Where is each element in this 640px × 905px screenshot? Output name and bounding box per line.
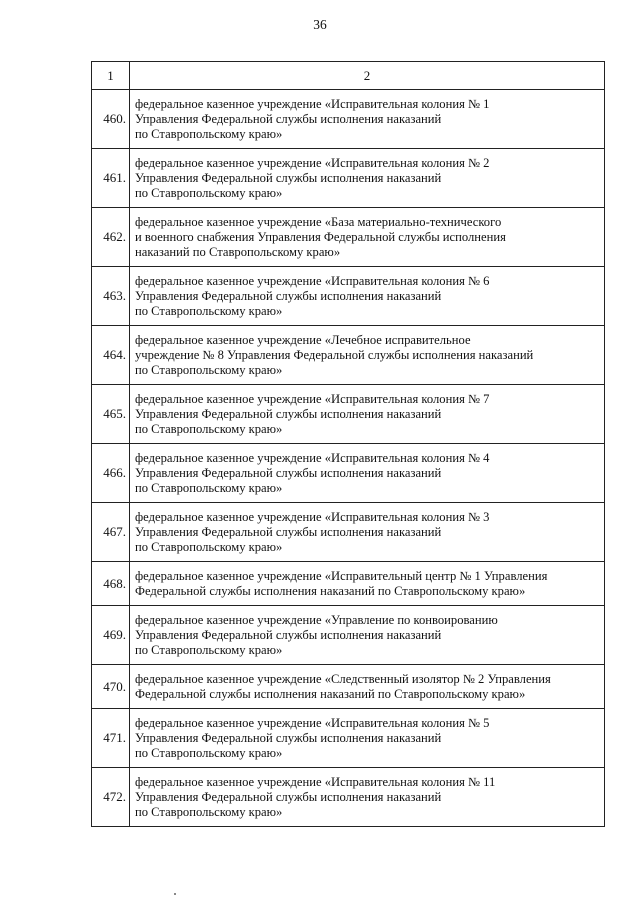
table-row: [92, 562, 605, 606]
institution-name: [130, 606, 605, 665]
institution-name-line: по Ставропольскому краю»: [135, 642, 283, 657]
institution-name-line: Управления Федеральной службы исполнения наказаний: [135, 524, 442, 539]
institution-name: [130, 562, 605, 606]
row-number: 464.: [92, 326, 130, 385]
row-number: 465.: [92, 385, 130, 444]
institution-name: [130, 709, 605, 768]
institution-name-line: Управления Федеральной службы исполнения наказаний: [135, 789, 442, 804]
institution-name: [130, 326, 605, 385]
institution-name-line: по Ставропольскому краю»: [135, 480, 283, 495]
institution-name-line: по Ставропольскому краю»: [135, 804, 283, 819]
institution-name-line: Управления Федеральной службы исполнения наказаний: [135, 627, 442, 642]
table-header-row: [92, 62, 605, 90]
page-number: 36: [313, 17, 327, 32]
institution-name-line: Управления Федеральной службы исполнения наказаний: [135, 111, 442, 126]
institution-name: [130, 385, 605, 444]
institution-name: [130, 208, 605, 267]
table-row: [92, 768, 605, 827]
scan-speck: [174, 893, 176, 895]
table-row: [92, 606, 605, 665]
institution-name-line: по Ставропольскому краю»: [135, 303, 283, 318]
institution-name-line: Управления Федеральной службы исполнения наказаний: [135, 170, 442, 185]
institution-name-line: наказаний по Ставропольскому краю»: [135, 244, 341, 259]
institution-name-line: федеральное казенное учреждение «Следственный изолятор № 2 Управления: [135, 671, 551, 686]
institution-name-line: по Ставропольскому краю»: [135, 185, 283, 200]
institution-name: [130, 503, 605, 562]
institution-name-line: Федеральной службы исполнения наказаний по Ставропольскому краю»: [135, 583, 526, 598]
institution-name-line: федеральное казенное учреждение «Исправительная колония № 4: [135, 450, 490, 465]
institution-name: [130, 267, 605, 326]
table-body: [92, 90, 605, 827]
institution-name-line: Управления Федеральной службы исполнения наказаний: [135, 406, 442, 421]
column-header-1: 1: [92, 62, 130, 90]
institution-name-line: федеральное казенное учреждение «Исправительная колония № 5: [135, 715, 490, 730]
table-row: [92, 326, 605, 385]
institution-name: [130, 149, 605, 208]
institution-name-line: по Ставропольскому краю»: [135, 745, 283, 760]
row-number: 467.: [92, 503, 130, 562]
table-row: [92, 665, 605, 709]
institution-name-line: федеральное казенное учреждение «Исправительная колония № 1: [135, 96, 490, 111]
institution-name-line: федеральное казенное учреждение «Исправительная колония № 11: [135, 774, 496, 789]
table-row: [92, 709, 605, 768]
institution-name: [130, 768, 605, 827]
institution-name-line: федеральное казенное учреждение «Исправительный центр № 1 Управления: [135, 568, 548, 583]
institution-name-line: по Ставропольскому краю»: [135, 126, 283, 141]
institution-name: [130, 90, 605, 149]
table-row: [92, 149, 605, 208]
table-row: [92, 385, 605, 444]
institution-name-line: Управления Федеральной службы исполнения наказаний: [135, 288, 442, 303]
institution-name-line: по Ставропольскому краю»: [135, 362, 283, 377]
institutions-table: [91, 61, 605, 827]
institution-name-line: федеральное казенное учреждение «Исправительная колония № 7: [135, 391, 490, 406]
institution-name-line: федеральное казенное учреждение «Исправительная колония № 2: [135, 155, 490, 170]
table-row: [92, 444, 605, 503]
institution-name-line: учреждение № 8 Управления Федеральной службы исполнения наказаний: [135, 347, 534, 362]
column-header-2: 2: [130, 62, 605, 90]
institution-name-line: и военного снабжения Управления Федеральной службы исполнения: [135, 229, 506, 244]
institution-name: [130, 444, 605, 503]
institution-name-line: по Ставропольскому краю»: [135, 421, 283, 436]
institution-name: [130, 665, 605, 709]
institution-name-line: федеральное казенное учреждение «Исправительная колония № 6: [135, 273, 490, 288]
row-number: 461.: [92, 149, 130, 208]
row-number: 460.: [92, 90, 130, 149]
row-number: 462.: [92, 208, 130, 267]
institution-name-line: по Ставропольскому краю»: [135, 539, 283, 554]
institution-name-line: федеральное казенное учреждение «Лечебное исправительное: [135, 332, 471, 347]
institution-name-line: федеральное казенное учреждение «Исправительная колония № 3: [135, 509, 490, 524]
institution-name-line: федеральное казенное учреждение «База материально-технического: [135, 214, 502, 229]
institution-name-line: Управления Федеральной службы исполнения наказаний: [135, 465, 442, 480]
row-number: 470.: [92, 665, 130, 709]
table-row: [92, 503, 605, 562]
row-number: 469.: [92, 606, 130, 665]
table-row: [92, 208, 605, 267]
row-number: 468.: [92, 562, 130, 606]
row-number: 466.: [92, 444, 130, 503]
row-number: 472.: [92, 768, 130, 827]
table-row: [92, 90, 605, 149]
row-number: 463.: [92, 267, 130, 326]
institution-name-line: Федеральной службы исполнения наказаний по Ставропольскому краю»: [135, 686, 526, 701]
table-row: [92, 267, 605, 326]
institution-name-line: федеральное казенное учреждение «Управление по конвоированию: [135, 612, 498, 627]
row-number: 471.: [92, 709, 130, 768]
institution-name-line: Управления Федеральной службы исполнения наказаний: [135, 730, 442, 745]
